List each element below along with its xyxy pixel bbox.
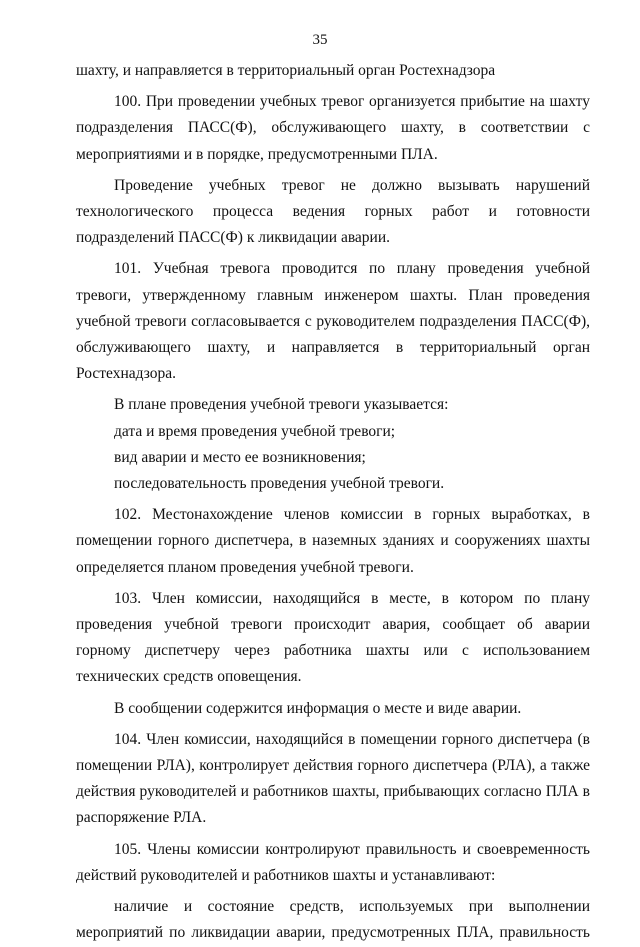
list-item-sequence: последовательность проведения учебной тревоги. <box>114 475 445 493</box>
paragraph-105: 105. Члены комиссии контролируют правильность и своевременность действий руководителей и работников шахты и устанавливают: <box>76 840 590 884</box>
paragraph-availability: наличие и состояние средств, используемых при выполнении мероприятий по ликвидации аварии, предусмотренных ПЛА, правильность <box>76 898 590 942</box>
paragraph-continuation: шахту, и направляется в территориальный орган Ростехнадзора <box>76 62 496 79</box>
paragraph-drills-no-disruption: Проведение учебных тревог не должно вызывать нарушений технологического процесса ведения горных работ и готовности подразделений ПАСС(Ф) к ликвидации аварии. <box>76 176 590 247</box>
paragraph-102: 102. Местонахождение членов комиссии в горных выработках, в помещении горного диспетчера, в наземных зданиях и сооружениях шахты определяется планом проведения учебной тревоги. <box>76 506 590 576</box>
document-body <box>76 58 590 947</box>
paragraph-message-info: В сообщении содержится информация о месте и виде аварии. <box>114 699 522 717</box>
list-item-date-time: дата и время проведения учебной тревоги; <box>114 422 396 440</box>
paragraph-plan-specifies: В плане проведения учебной тревоги указывается: <box>114 396 449 414</box>
list-item-accident-type: вид аварии и место ее возникновения; <box>114 448 366 466</box>
paragraph-100: 100. При проведении учебных тревог организуется прибытие на шахту подразделения ПАСС(Ф), обслуживающего шахту, в соответствии с мероприятиями и в порядке, предусмотренными ПЛА. <box>76 93 590 163</box>
paragraph-104: 104. Член комиссии, находящийся в помещении горного диспетчера (в помещении РЛА), контролирует действия горного диспетчера (РЛА), а также действия руководителей и работников шахты, прибывающих согласно ПЛА в распоряжение РЛА. <box>76 730 590 827</box>
page-number: 35 <box>312 32 328 48</box>
paragraph-101: 101. Учебная тревога проводится по плану проведения учебной тревоги, утвержденному главным инженером шахты. План проведения учебной тревоги согласовывается с руководителем подразделения ПАСС(Ф), обслуживающего шахту, и направляется в территориальный орган Ростехнадзора. <box>76 260 590 383</box>
paragraph-103: 103. Член комиссии, находящийся в месте, в котором по плану проведения учебной тревоги происходит авария, сообщает об аварии горному диспетчеру через работника шахты или с использованием технических средств оповещения. <box>76 589 590 686</box>
